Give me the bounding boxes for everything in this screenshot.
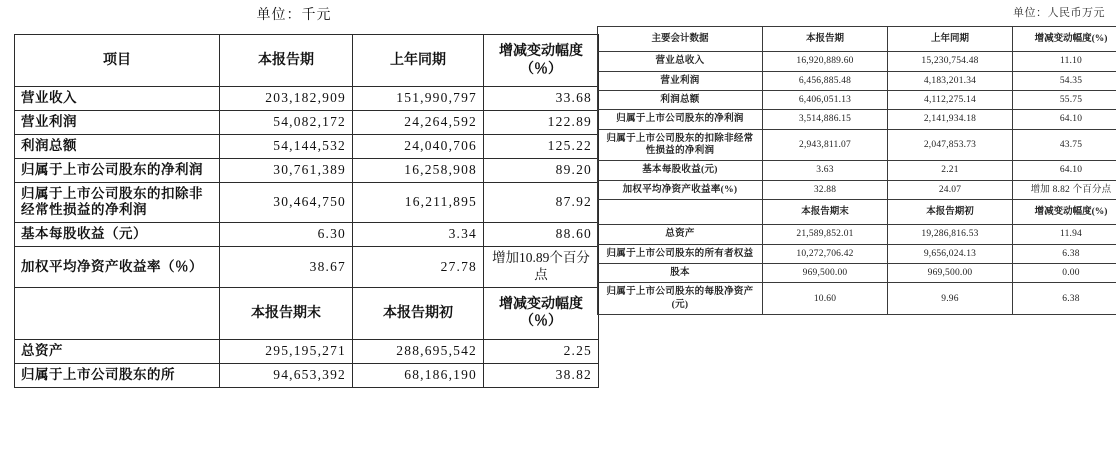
row-change: 增加 8.82 个百分点	[1013, 180, 1116, 199]
row-current: 54,082,172	[220, 110, 353, 134]
row-change: 11.10	[1013, 52, 1116, 71]
row-current: 10.60	[763, 283, 888, 315]
table-row	[598, 161, 1116, 180]
row-previous: 24,264,592	[353, 110, 484, 134]
row-previous: 27.78	[353, 247, 484, 288]
row-previous: 151,990,797	[353, 87, 484, 111]
row-change: 125.22	[484, 134, 599, 158]
left-header-item: 项目	[15, 35, 220, 87]
right-subheader-period-start: 本报告期初	[888, 200, 1013, 225]
table-row	[15, 247, 599, 288]
row-change: 38.82	[484, 363, 599, 387]
row-previous: 2,141,934.18	[888, 110, 1013, 129]
row-change: 33.68	[484, 87, 599, 111]
row-current: 21,589,852.01	[763, 225, 888, 244]
row-current: 30,464,750	[220, 182, 353, 223]
table-row	[598, 91, 1116, 110]
row-label: 归属于上市公司股东的净利润	[15, 158, 220, 182]
row-label: 营业利润	[598, 71, 763, 90]
table-row	[598, 71, 1116, 90]
row-label: 归属于上市公司股东的所	[15, 363, 220, 387]
row-label: 基本每股收益（元）	[15, 223, 220, 247]
left-header-current: 本报告期	[220, 35, 353, 87]
right-header-previous: 上年同期	[888, 27, 1013, 52]
row-current: 38.67	[220, 247, 353, 288]
row-label: 股本	[598, 264, 763, 283]
table-row	[598, 129, 1116, 161]
row-change: 64.10	[1013, 161, 1116, 180]
row-change: 11.94	[1013, 225, 1116, 244]
left-header-change: 增减变动幅度（％）	[484, 35, 599, 87]
row-change: 122.89	[484, 110, 599, 134]
row-previous: 9,656,024.13	[888, 244, 1013, 263]
right-financial-table-block	[597, 4, 1112, 315]
row-label: 基本每股收益(元)	[598, 161, 763, 180]
row-previous: 3.34	[353, 223, 484, 247]
row-previous: 16,258,908	[353, 158, 484, 182]
row-change: 增加10.89个百分点	[484, 247, 599, 288]
right-header-change: 增减变动幅度(%)	[1013, 27, 1116, 52]
row-current: 295,195,271	[220, 339, 353, 363]
row-previous: 969,500.00	[888, 264, 1013, 283]
table-subheader-row	[598, 200, 1116, 225]
table-row	[598, 110, 1116, 129]
table-row	[598, 52, 1116, 71]
row-label: 归属于上市公司股东的扣除非经常性损益的净利润	[598, 129, 763, 161]
row-previous: 2,047,853.73	[888, 129, 1013, 161]
row-label: 归属于上市公司股东的扣除非经常性损益的净利润	[15, 182, 220, 223]
row-current: 6,406,051.13	[763, 91, 888, 110]
row-change: 64.10	[1013, 110, 1116, 129]
row-label: 加权平均净资产收益率(%)	[598, 180, 763, 199]
row-previous: 15,230,754.48	[888, 52, 1013, 71]
row-label: 营业收入	[15, 87, 220, 111]
row-label: 营业利润	[15, 110, 220, 134]
row-change: 6.38	[1013, 244, 1116, 263]
right-header-current: 本报告期	[763, 27, 888, 52]
table-row	[15, 182, 599, 223]
left-financial-table-block	[14, 4, 592, 388]
table-row	[598, 264, 1116, 283]
row-label: 利润总额	[15, 134, 220, 158]
table-row	[15, 339, 599, 363]
row-current: 969,500.00	[763, 264, 888, 283]
row-current: 3.63	[763, 161, 888, 180]
left-subheader-blank	[15, 287, 220, 339]
row-previous: 9.96	[888, 283, 1013, 315]
right-subheader-change: 增减变动幅度(%)	[1013, 200, 1116, 225]
row-current: 6,456,885.48	[763, 71, 888, 90]
row-current: 6.30	[220, 223, 353, 247]
table-subheader-row	[15, 287, 599, 339]
row-previous: 2.21	[888, 161, 1013, 180]
left-financial-table	[14, 34, 599, 388]
table-row	[15, 158, 599, 182]
row-change: 2.25	[484, 339, 599, 363]
row-label: 利润总额	[598, 91, 763, 110]
table-row	[15, 134, 599, 158]
row-label: 归属于上市公司股东的所有者权益	[598, 244, 763, 263]
row-current: 16,920,889.60	[763, 52, 888, 71]
left-subheader-period-end: 本报告期末	[220, 287, 353, 339]
table-row	[598, 244, 1116, 263]
row-previous: 68,186,190	[353, 363, 484, 387]
row-change: 6.38	[1013, 283, 1116, 315]
table-header-row	[15, 35, 599, 87]
right-unit-note: 单位：人民币万元	[1013, 7, 1105, 19]
row-label: 总资产	[15, 339, 220, 363]
row-previous: 4,112,275.14	[888, 91, 1013, 110]
table-row	[598, 180, 1116, 199]
row-previous: 24,040,706	[353, 134, 484, 158]
right-subheader-period-end: 本报告期末	[763, 200, 888, 225]
table-row	[15, 223, 599, 247]
row-change: 88.60	[484, 223, 599, 247]
left-unit-note: 单位：千元	[256, 8, 332, 23]
row-label: 总资产	[598, 225, 763, 244]
table-row	[15, 110, 599, 134]
row-label: 归属于上市公司股东的净利润	[598, 110, 763, 129]
right-header-item: 主要会计数据	[598, 27, 763, 52]
table-row	[598, 225, 1116, 244]
row-current: 203,182,909	[220, 87, 353, 111]
row-previous: 16,211,895	[353, 182, 484, 223]
row-current: 30,761,389	[220, 158, 353, 182]
left-subheader-period-start: 本报告期初	[353, 287, 484, 339]
table-row	[598, 283, 1116, 315]
row-current: 54,144,532	[220, 134, 353, 158]
row-label: 营业总收入	[598, 52, 763, 71]
row-change: 87.92	[484, 182, 599, 223]
table-header-row	[598, 27, 1116, 52]
row-current: 3,514,886.15	[763, 110, 888, 129]
row-current: 94,653,392	[220, 363, 353, 387]
row-current: 2,943,811.07	[763, 129, 888, 161]
row-change: 55.75	[1013, 91, 1116, 110]
row-previous: 4,183,201.34	[888, 71, 1013, 90]
row-previous: 19,286,816.53	[888, 225, 1013, 244]
row-current: 32.88	[763, 180, 888, 199]
row-change: 0.00	[1013, 264, 1116, 283]
row-previous: 288,695,542	[353, 339, 484, 363]
left-subheader-change: 增减变动幅度（％）	[484, 287, 599, 339]
row-current: 10,272,706.42	[763, 244, 888, 263]
row-previous: 24.07	[888, 180, 1013, 199]
row-label: 加权平均净资产收益率（％）	[15, 247, 220, 288]
right-subheader-blank	[598, 200, 763, 225]
table-row	[15, 87, 599, 111]
row-change: 43.75	[1013, 129, 1116, 161]
row-label: 归属于上市公司股东的每股净资产(元)	[598, 283, 763, 315]
table-row	[15, 363, 599, 387]
row-change: 89.20	[484, 158, 599, 182]
row-change: 54.35	[1013, 71, 1116, 90]
left-header-previous: 上年同期	[353, 35, 484, 87]
right-financial-table	[597, 26, 1116, 315]
